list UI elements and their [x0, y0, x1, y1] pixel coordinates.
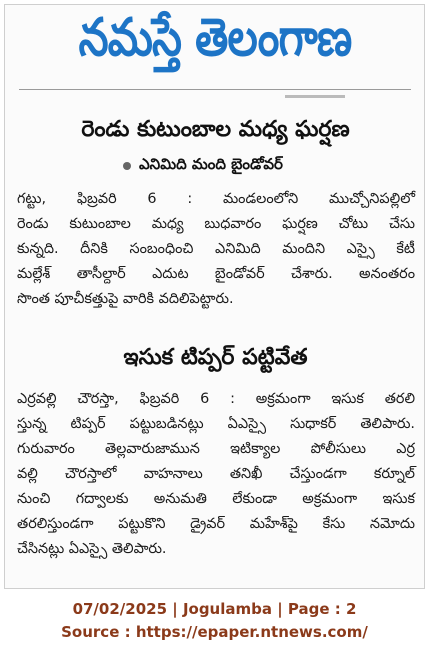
- article2-line: గురువారం తెల్లవారుజామున ఇటిక్యాల పోలీసులు ఎర్ర: [17, 441, 415, 457]
- article1-line: మల్లేశ్ తాసీల్దార్ ఎదుట బైండోవర్ చేశారు. అనంతరం: [17, 266, 415, 282]
- article2-line: వల్లి చౌరస్తాలో వాహనాలు తనిఖీ చేస్తుండగా కర్నూల్: [17, 466, 415, 482]
- article2-line: ఎర్రవల్లి చౌరస్తా, ఫిబ్రవరి 6 : అక్రమంగా ఇసుక తరలి: [17, 391, 415, 407]
- article1-line: గట్టు, ఫిబ్రవరి 6 : మండలంలోని ముచ్చోనిపల్లిలో: [17, 191, 415, 207]
- footer-source: Source : https://epaper.ntnews.com/: [61, 623, 368, 641]
- article2-line: తరలిస్తుండగా పట్టుకొని డ్రైవర్ మహేశ్‌పై కేసు నమోదు: [17, 516, 415, 532]
- article2-body: [17, 387, 415, 562]
- article2-line: స్తున్న టిప్పర్ పట్టుబడినట్లు ఏఎస్సై సుధాకర్ తెలిపారు.: [17, 416, 415, 432]
- rule-top: [19, 89, 411, 90]
- article1-body: [17, 187, 415, 312]
- article2-line: చేసినట్లు ఏఎస్సై తెలిపారు.: [17, 541, 167, 557]
- masthead-logo: నమస్తే తెలంగాణ: [78, 7, 352, 68]
- bullet-icon: [123, 162, 131, 170]
- article1-line: కున్నది. దీనికి సంబంధించి ఎనిమిది మందిని ఎస్సై కేటీ: [17, 241, 415, 257]
- rule-mark: [285, 95, 345, 98]
- newspaper-clipping: [4, 4, 425, 589]
- footer-info: 07/02/2025 | Jogulamba | Page : 2: [72, 600, 357, 618]
- article1-subheadline-text: ఎనిమిది మంది బైండోవర్: [139, 155, 283, 173]
- article1-subheadline: [123, 155, 283, 177]
- article1-line: సొంత పూచీకత్తుపై వారికి వదిలిపెట్టారు.: [17, 291, 234, 307]
- article1-line: రెండు కుటుంబాల మధ్య బుధవారం ఘర్షణ చోటు చేసు: [17, 216, 415, 232]
- article2-headline: ఇసుక టిప్పర్ పట్టివేత: [123, 345, 308, 370]
- article1-headline: రెండు కుటుంబాల మధ్య ఘర్షణ: [81, 117, 350, 142]
- article2-line: నుంచి గద్వాలకు అనుమతి లేకుండా అక్రమంగా ఇసుక: [17, 491, 415, 507]
